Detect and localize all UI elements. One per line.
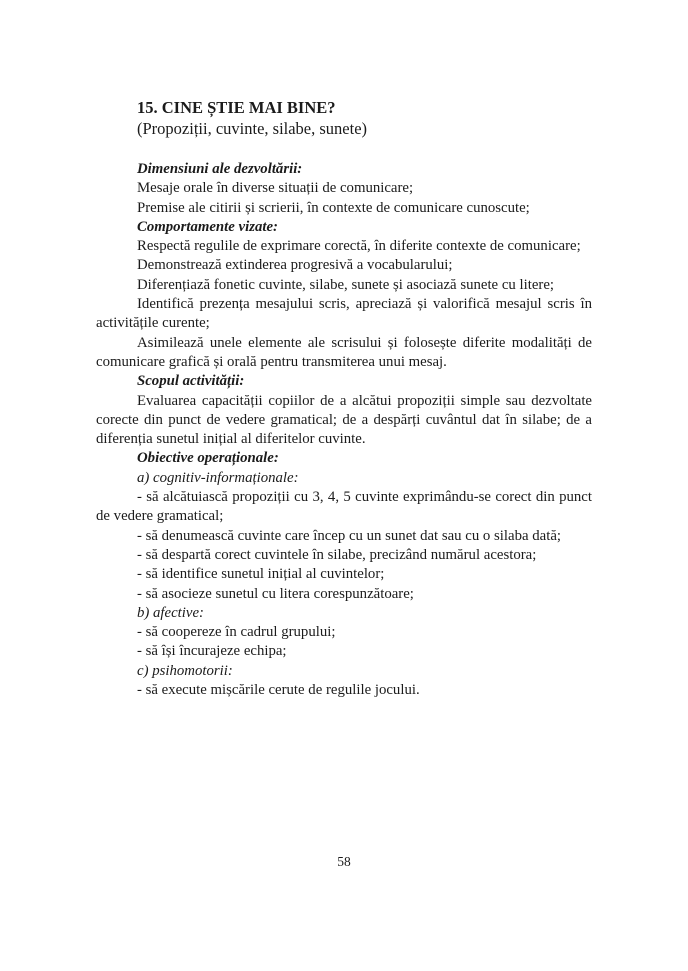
- paragraph: - să își încurajeze echipa;: [137, 643, 287, 660]
- paragraph: Respectă regulile de exprimare corectă, în diferite contexte de comunicare;: [137, 238, 581, 255]
- paragraph: Evaluarea capacității copiilor de a alcătui propoziții simple sau dezvoltate corecte din punct de vedere gramatical; de a despărți cuvântul dat în silabe; de a diferenția sunetul inițial al diferitelor cuvinte.: [96, 392, 592, 448]
- paragraph: - să denumească cuvinte care încep cu un sunet dat sau cu o silaba dată;: [137, 527, 562, 544]
- paragraph: Demonstrează extinderea progresivă a vocabularului;: [137, 257, 453, 274]
- paragraph: - să execute mișcările cerute de regulile jocului.: [137, 682, 420, 699]
- paragraph: Obiective operaționale:: [137, 450, 279, 467]
- paragraph: - să despartă corect cuvintele în silabe, precizând numărul acestora;: [137, 546, 537, 563]
- paragraph: Diferențiază fonetic cuvinte, silabe, sunete și asociază sunete cu litere;: [137, 276, 555, 293]
- page-content: [96, 97, 592, 700]
- paragraph: - să identifice sunetul inițial al cuvintelor;: [137, 566, 385, 583]
- paragraph: Identifică prezența mesajului scris, apreciază și valorifică mesajul scris în activitățile curente;: [96, 296, 592, 332]
- page-title: 15. CINE ȘTIE MAI BINE?: [137, 98, 336, 117]
- paragraph: Asimilează unele elemente ale scrisului și folosește diferite modalități de comunicare grafică și orală pentru transmiterea unui mesaj.: [96, 334, 592, 370]
- paragraph: - să coopereze în cadrul grupului;: [137, 624, 336, 641]
- paragraph: b) afective:: [137, 604, 204, 621]
- paragraph: Premise ale citirii și scrierii, în contexte de comunicare cunoscute;: [137, 199, 530, 216]
- paragraph: - să alcătuiască propoziții cu 3, 4, 5 cuvinte exprimându-se corect din punct de vedere gramatical;: [96, 489, 592, 525]
- page-subtitle: (Propoziții, cuvinte, silabe, sunete): [137, 119, 368, 138]
- paragraph: Comportamente vizate:: [137, 218, 278, 235]
- title-block: [96, 97, 592, 139]
- page-number: 58: [337, 854, 351, 869]
- paragraph: Dimensiuni ale dezvoltării:: [137, 161, 303, 177]
- paragraph: c) psihomotorii:: [137, 662, 233, 679]
- paragraph: a) cognitiv-informaționale:: [137, 469, 299, 486]
- paragraph: Mesaje orale în diverse situații de comunicare;: [137, 180, 414, 197]
- paragraph: - să asocieze sunetul cu litera corespunzătoare;: [137, 585, 414, 602]
- paragraphs: [96, 160, 592, 700]
- paragraph: Scopul activității:: [137, 373, 245, 390]
